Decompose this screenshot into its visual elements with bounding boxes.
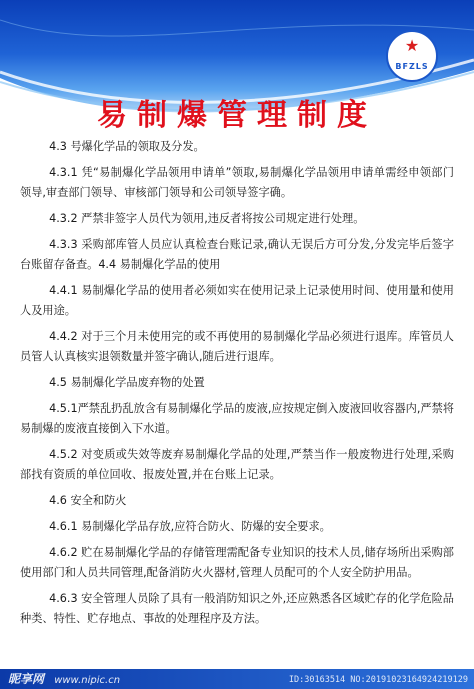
footer-band	[0, 669, 474, 689]
paragraph: 4.6 安全和防火	[49, 494, 127, 507]
paragraph: 4.6.3 安全管理人员除了具有一般消防知识之外,还应熟悉各区域贮存的化学危险品种类、特性、贮存地点、事故的处理程序及方法。	[20, 592, 454, 625]
watermark-url: www.nipic.cn	[54, 675, 121, 686]
paragraph: 4.5 易制爆化学品废弃物的处置	[49, 376, 205, 389]
paragraph: 4.6.2 贮在易制爆化学品的存储管理需配备专业知识的技术人员,储存场所出采购部使用部门和人员共同管理,配备消防火火器材,管理人员配可的个人安全防护用品。	[20, 546, 454, 579]
paragraph: 4.6.1 易制爆化学品存放,应符合防火、防爆的安全要求。	[49, 520, 331, 533]
paragraph: 4.5.2 对变质或失效等废弃易制爆化学品的处理,严禁当作一般废物进行处理,采购部找有资质的单位回收、报废处置,并在台账上记录。	[20, 448, 454, 481]
paragraph: 4.4.2 对于三个月未使用完的或不再使用的易制爆化学品必须进行退库。库管员人员管人认真核实退领数量并签字确认,随后进行退库。	[20, 330, 454, 363]
regulation-body	[20, 137, 454, 635]
paragraph: 4.3.2 严禁非签字人员代为领用,违反者将按公司规定进行处理。	[49, 212, 365, 225]
paragraph: 4.5.1严禁乱扔乱放含有易制爆化学品的废液,应按规定倒入废液回收容器内,严禁将易制爆的废液直接倒入下水道。	[20, 402, 454, 435]
paragraph: 4.3.1 凭“易制爆化学品领用申请单”领取,易制爆化学品领用申请单需经申领部门领导,审查部门领导、审核部门领导和公司领导签字确。	[20, 166, 454, 199]
paragraph: 4.3 号爆化学品的领取及分发。	[49, 140, 205, 153]
watermark	[8, 670, 120, 687]
page-title: 易制爆管理制度	[97, 98, 377, 133]
paragraph: 4.4.1 易制爆化学品的使用者必须如实在使用记录上记录使用时间、使用量和使用人及用途。	[20, 284, 454, 317]
company-logo	[386, 30, 438, 82]
paragraph: 4.3.3 采购部库管人员应认真检查台账记录,确认无误后方可分发,分发完毕后签字台账留存备查。4.4 易制爆化学品的使用	[20, 238, 454, 271]
logo-text: BFZLS	[395, 62, 429, 71]
watermark-brand: 昵享网	[8, 672, 45, 686]
star-icon: ★	[404, 36, 420, 55]
photo-id: ID:30163514 NO:20191023164924219129	[288, 675, 468, 685]
